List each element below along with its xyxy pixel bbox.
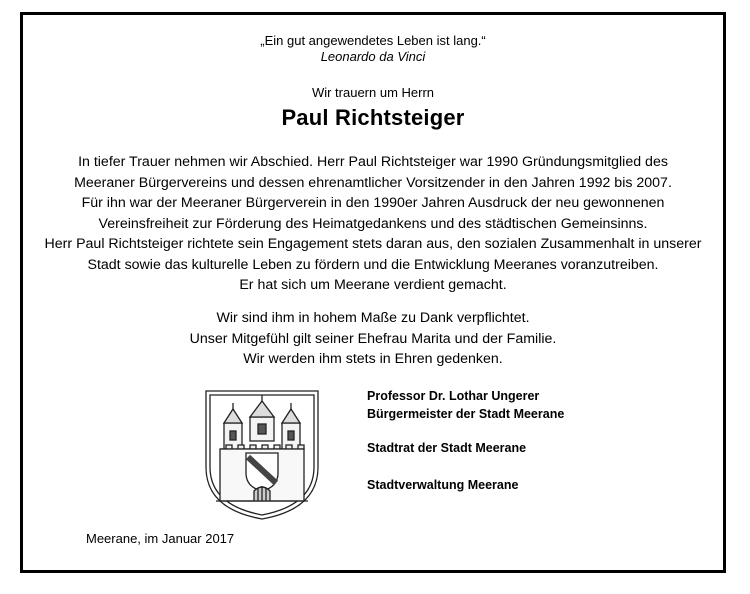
body-line: Stadt sowie das kulturelle Leben zu fördern und die Entwicklung Meeranes voranzutreiben. [87,256,659,273]
administration-signature: Stadtverwaltung Meerane [367,478,519,492]
mayor-name: Professor Dr. Lothar Ungerer [367,389,540,403]
intro-line: Wir trauern um Herrn [311,85,435,100]
body-line: Für ihn war der Meeraner Bürgerverein in den 1990er Jahren Ausdruck der neu gewonnenen [81,195,665,211]
mayor-signature [367,387,564,423]
quote-text: „Ein gut angewendetes Leben ist lang.“ [260,33,486,48]
thanks-line: Wir sind ihm in hohem Maße zu Dank verpflichtet. [216,310,530,326]
body-line: Herr Paul Richtsteiger richtete sein Engagement stets daran aus, den sozialen Zusammenhalt in unserer [44,236,702,252]
body-line: In tiefer Trauer nehmen wir Abschied. Herr Paul Richtsteiger war 1990 Gründungsmitglied des [78,154,668,170]
town-coat-of-arms-icon [202,387,322,522]
body-line: Er hat sich um Meerane verdient gemacht. [239,277,507,293]
place-date: Meerane, im Januar 2017 [86,531,235,546]
body-line: Meeraner Bürgervereins und dessen ehrenamtlicher Vorsitzender in den Jahren 1992 bis 2007. [74,174,672,191]
obituary-frame [20,12,726,573]
obituary-body [23,152,723,296]
quote-block [23,33,723,65]
council-signature: Stadtrat der Stadt Meerane [367,441,527,455]
thanks-block [23,308,723,370]
body-line: Vereinsfreiheit zur Förderung des Heimatgedankens und des städtischen Gemeinsinns. [98,215,648,232]
quote-author: Leonardo da Vinci [320,49,426,64]
thanks-line: Wir werden ihm stets in Ehren gedenken. [243,351,503,367]
deceased-name: Paul Richtsteiger [281,105,465,130]
thanks-line: Unser Mitgefühl gilt seiner Ehefrau Marita und der Familie. [189,330,557,347]
mayor-title: Bürgermeister der Stadt Meerane [367,407,565,421]
